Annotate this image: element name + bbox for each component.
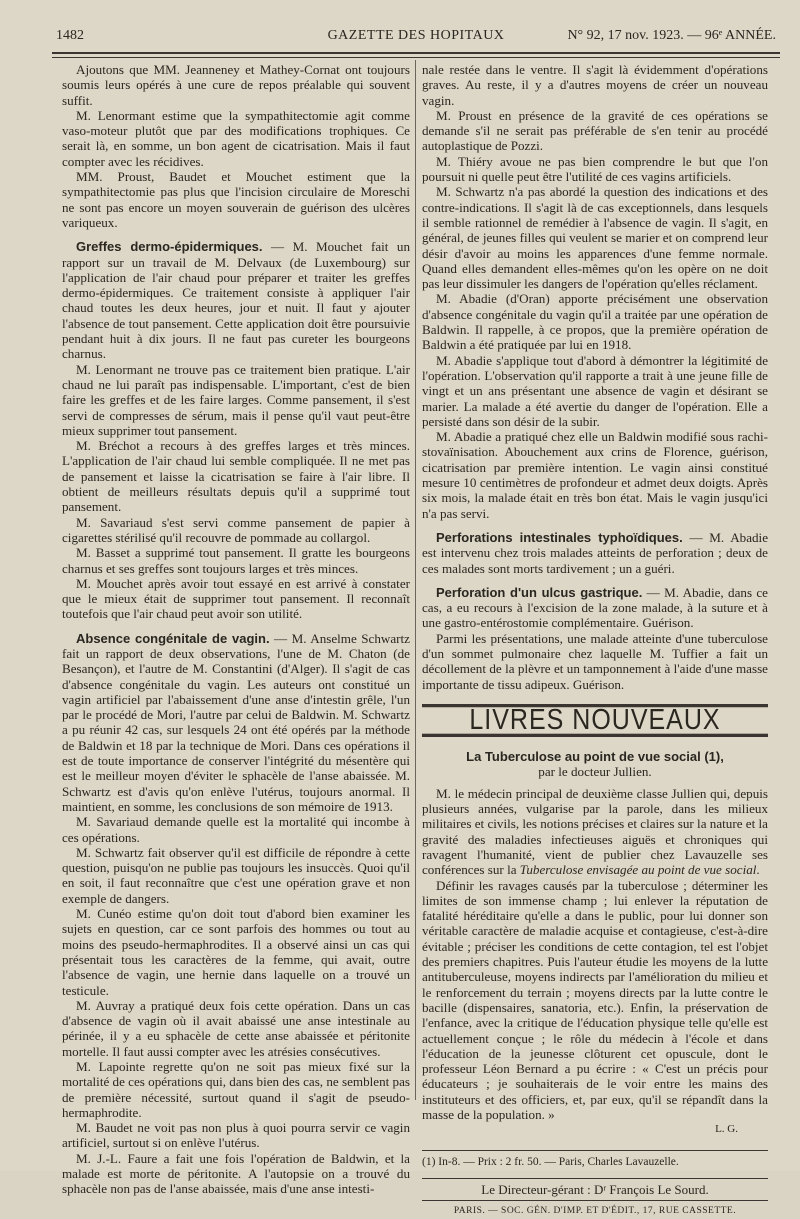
- paragraph: M. Basset a supprimé tout pansement. Il gratte les bourgeons charnus et ses greffes sont toujours larges et très minces.: [62, 545, 410, 576]
- section-paragraph: Perforations intestinales typhoïdiques. — M. Abadie est intervenu chez trois malades atteints de perforation ; deux de ces malades sont morts tardivement ; un a guéri.: [422, 529, 769, 576]
- paragraph: M. Abadie s'applique tout d'abord à démontrer la légitimité de l'opération. L'observation qu'il rapporte a trait à une jeune fille de vingt et un ans présentant une absence de vagin et désirant se marier. La malade a été avertie du danger de l'opération. Elle a persisté dans son désir de la subir.: [422, 352, 768, 429]
- section-heading: Absence congénitale de vagin.: [76, 630, 270, 646]
- column-divider: [415, 60, 416, 1100]
- right-column: [422, 62, 768, 1219]
- section-heading: Perforation d'un ulcus gastrique.: [436, 584, 643, 600]
- section-paragraph: Greffes dermo-épidermiques. — M. Mouchet fait un rapport sur un travail de M. Delvaux (de Luxembourg) sur l'application de l'air chaud pour préparer et traiter les greffes dermo-épidermiques. Ce traitement consiste à appliquer l'air chaud toutes les deux heures, jour et nuit. Il faut y ajouter l'absence de tout pansement. Cette application doit être poursuivie pendant huit à dix jours. Il ne faut pas cureter les bourgeons charnus.: [62, 239, 410, 362]
- paragraph: M. Abadie (d'Oran) apporte précisément une observation d'absence congénitale du vagin qu'il a traitée par une opération de Baldwin. Il rappelle, à ce propos, que la première opération de Baldwin a été pratiquée par lui en 1918.: [422, 291, 768, 353]
- book-author: par le docteur Jullien.: [538, 764, 652, 780]
- director-line: Le Directeur-gérant : Dʳ François Le Sourd.: [422, 1178, 768, 1201]
- issue-info: N° 92, 17 nov. 1923. — 96ᵉ ANNÉE.: [567, 28, 776, 43]
- paragraph: M. Schwartz n'a pas abordé la question des indications et des contre-indications. Il s'agit là de cas exceptionnels, dans lesquels il semble rationnel de remédier à l'absence de vagin. Il s'agit, en général, de jeunes filles qui veulent se marier et on comprend leur désir d'avoir au moins les apparences d'une femme normale. Quand elles demandent elles-mêmes qu'on les opère on ne doit pas leur dissimuler les dangers de l'opération qu'elles réclament.: [422, 184, 768, 292]
- section-heading: Greffes dermo-épidermiques.: [76, 239, 263, 255]
- book-title: La Tuberculose au point de vue social (1),: [466, 749, 724, 765]
- paragraph: M. Savariaud demande quelle est la mortalité qui incombe à ces opérations.: [62, 814, 410, 845]
- paragraph: nale restée dans le ventre. Il s'agit là évidemment d'opérations graves. Au reste, il y a d'autres moyens de créer un nouveau vagin.: [422, 62, 768, 108]
- paragraph: M. Mouchet après avoir tout essayé en est arrivé à constater que le mieux était de supprimer tout pansement. Il reconnaît toutefois que l'air chaud peut avoir son utilité.: [62, 575, 410, 622]
- journal-title: GAZETTE DES HOPITAUX: [327, 28, 505, 43]
- paragraph: MM. Proust, Baudet et Mouchet estiment que la sympathitectomie pas plus que l'incision circulaire de Moreschi ne sont pas encore un moyen souverain de guérison des ulcères variqueux.: [62, 169, 410, 230]
- paragraph: M. J.-L. Faure a fait une fois l'opération de Baldwin, et la malade est morte de péritonite. A l'autopsie on a trouvé du sphacèle non pas de l'anse abaissée, mais d'une anse intesti-: [62, 1150, 410, 1197]
- footnote-rule: [422, 1150, 768, 1151]
- left-column: [62, 62, 410, 1197]
- review-paragraph: M. le médecin principal de deuxième classe Jullien qui, depuis plusieurs années, vulgarise par la parole, dans les milieux militaires et civils, les notions précises et claires sur la nature et la gravité des maladies infectieuses aiguës et chroniques qui ravagent l'humanité, vient de publier chez Lavauzelle ses conférences sur la Tuberculose envisagée au point de vue social.: [422, 785, 768, 878]
- review-paragraph: Définir les ravages causés par la tuberculose ; déterminer les limites de son immense champ ; lui enlever la réputation de fatalité héréditaire qu'elle a dans le public, pour lui donner son véritable caractère de maladie acquise et contagieuse, c'est-à-dire évitable ; préciser les conditions de cette contagion, tel est l'objet des premiers chapitres. Puis l'auteur étudie les moyens de la lutte antituberculeuse, moyens indirects par l'amélioration du milieu et le renforcement du terrain ; moyens directs par la lutte contre le bacille (dispensaires, sanatoria, etc.). Enfin, la préservation de l'enfance, avec la critique de l'éducation physique telle qu'elle est actuellement conçue ; le rôle du médecin à l'école et dans l'éducation de la jeunesse clôturent cet opuscule, dont le professeur Léon Bernard a pu écrire : « C'est un précis pour éducateurs ; je souhaiterais de le voir entre les mains des instituteurs et des officiers, et, par eux, qu'il se répandît dans la masse de la population. »: [422, 877, 768, 1122]
- paragraph: M. Lenormant ne trouve pas ce traitement bien pratique. L'air chaud ne lui paraît pas indispensable. L'important, c'est de bien faire les greffes et de les faire larges. Comme pansement, il s'est servi de compresses de sérum, mais il pense qu'il vaut peut-être mieux supprimer tout pansement.: [62, 361, 410, 438]
- section-heading: Perforations intestinales typhoïdiques.: [436, 529, 683, 545]
- paragraph: M. Schwartz fait observer qu'il est difficile de répondre à cette question, puisqu'on ne publie pas toujours les insuccès. Quoi qu'il en soit, il faut reconnaître que c'est une opération grave et non exemple de dangers.: [62, 844, 410, 906]
- paragraph: M. Auvray a pratiqué deux fois cette opération. Dans un cas d'absence de vagin où il avait abaissé une anse intestinale au périnée, il y a eu sphacèle de cette anse abaissée et péritonite mortelle. Il faut aussi compter avec les atrésies consécutives.: [62, 997, 410, 1059]
- paragraph: Parmi les présentations, une malade atteinte d'une tuberculose d'un sommet pulmonaire chez laquelle M. Tuffier a fait un décollement de la plèvre et un tamponnement à l'aide d'une masse importante de tissu adipeux. Guérison.: [422, 630, 768, 692]
- page-number: 1482: [56, 28, 84, 43]
- review-signature: L. G.: [715, 1123, 738, 1136]
- paragraph: M. Savariaud s'est servi comme pansement de papier à cigarettes stérilisé qu'il recouvre de pommade au collargol.: [62, 514, 410, 545]
- section-paragraph: Perforation d'un ulcus gastrique. — M. Abadie, dans ce cas, a eu recours à l'excision de la zone malade, à la suture et à une gastro-entérostomie complémentaire. Guérison.: [422, 584, 768, 631]
- paragraph: M. Lenormant estime que la sympathitectomie agit comme vaso-moteur plutôt que par des modifications trophiques. Ce serait là, en somme, un bon agent de cicatrisation. Mais il faut compter avec les récidives.: [62, 107, 410, 169]
- header-rule: [52, 52, 780, 58]
- paragraph: M. Abadie a pratiqué chez elle un Baldwin modifié sous rachi-stovaïnisation. Abouchement aux crins de Florence, guérison, cicatrisation par première intention. Le vagin ainsi constitué mesure 10 centimètres de profondeur et admet deux doigts. Après six mois, la malade était en très bon état. Mais le vagin jusqu'ici n'a pas servi.: [422, 429, 768, 521]
- page-header: [52, 24, 780, 50]
- paragraph: M. Baudet ne voit pas non plus à quoi pourra servir ce vagin artificiel, surtout si on enlève l'utérus.: [62, 1120, 410, 1151]
- section-paragraph: Absence congénitale de vagin. — M. Anselme Schwartz fait un rapport de deux observations, l'une de M. Chaton (de Besançon), et l'autre de M. Constantini (d'Alger). Il s'agit de cas d'absence congénitale du vagin. Les auteurs ont constitué un vagin artificiel par l'abaissement d'une anse d'intestin grêle, l'un par le procédé de Mori, l'autre par celui de Baldwin. M. Schwartz a pu réunir 42 cas, sur lesquels 24 ont été opérés par la méthode de Baldwin et 18 par la technique de Mori. Dans ces opérations il est de toute importance de conserver l'intégrité du mésentère qui est le meilleur moyen d'éviter le sphacèle de l'anse abaissée. M. Schwartz est d'avis qu'on enlève l'utérus, toujours anormal. Il maintient, en somme, les conclusions de son mémoire de 1913.: [62, 630, 410, 814]
- paragraph: M. Proust en présence de la gravité de ces opérations se demande s'il ne serait pas préférable de s'en tenir au procédé autoplastique de Pozzi.: [422, 107, 768, 154]
- paragraph: M. Thiéry avoue ne pas bien comprendre le but que l'on poursuit ni quelle peut être l'utilité de ces vagins artificiels.: [422, 153, 768, 185]
- livres-banner: [422, 704, 768, 737]
- footnote: (1) In-8. — Prix : 2 fr. 50. — Paris, Charles Lavauzelle.: [422, 1155, 679, 1168]
- paragraph: M. Bréchot a recours à des greffes larges et très minces. L'application de l'air chaud lui semble compliquée. Il ne met pas de pansement et laisse la cicatrisation se faire à l'air libre. Il obtient de meilleurs résultats depuis qu'il a supprimé tout pansement.: [62, 438, 410, 515]
- printer-line: PARIS. — SOC. GÉN. D'IMP. ET D'ÉDIT., 17, RUE CASSETTE.: [453, 1206, 737, 1217]
- paragraph: M. Lapointe regrette qu'on ne soit pas mieux fixé sur la mortalité de ces opérations qui, dans bien des cas, ne semblent pas de première nécessité, surtout quand il s'agit de pseudo-hermaphrodite.: [62, 1059, 410, 1120]
- livres-heading: LIVRES NOUVEAUX: [422, 705, 768, 736]
- paragraph: Ajoutons que MM. Jeanneney et Mathey-Cornat ont toujours soumis leurs opérés à une cure de repos préalable qui souvent suffit.: [62, 62, 410, 108]
- paragraph: M. Cunéo estime qu'on doit tout d'abord bien examiner les sujets en question, car ce sont parfois des hommes ou tout au moins des pseudo-hermaphrodites. Il a observé ainsi un cas qui présentait tous les caractères de la femme, qui avait, outre l'absence de vagin, une hernie dans laquelle on a trouvé un testicule.: [62, 906, 410, 998]
- book-title-italic: Tuberculose envisagée au point de vue social: [519, 862, 757, 878]
